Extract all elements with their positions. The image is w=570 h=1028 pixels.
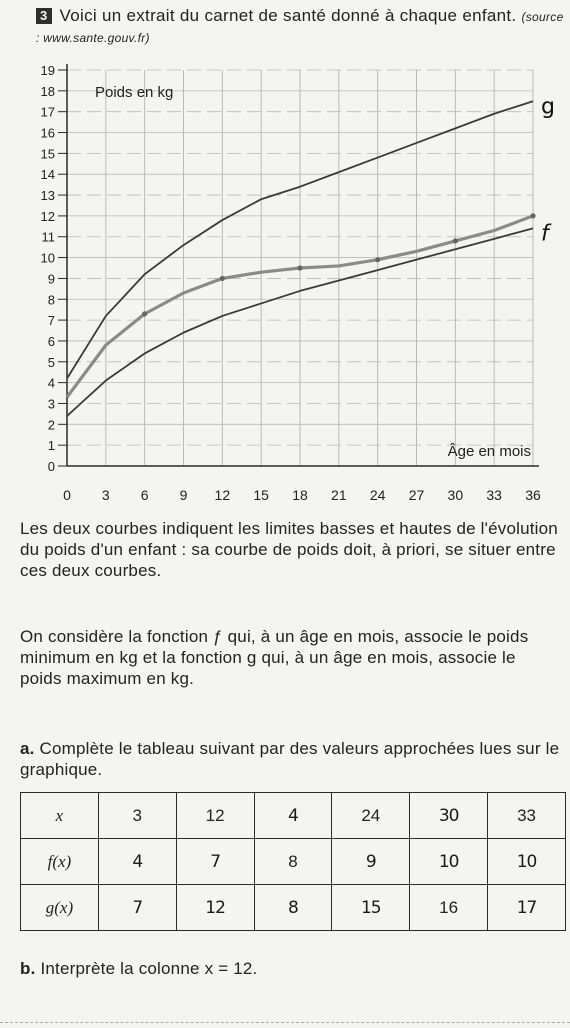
table-row-g [21, 885, 566, 931]
child-weight-point [220, 276, 225, 281]
question-b [20, 958, 560, 979]
row-header-g: g(x) [21, 885, 99, 931]
x-axis-title: Âge en mois [447, 443, 531, 460]
table-cell[interactable]: 12 [176, 793, 254, 839]
x-tick-label: 9 [179, 487, 188, 503]
question-a-letter: a. [20, 739, 35, 758]
table-cell-handwritten[interactable]: 30 [410, 793, 488, 839]
table-cell[interactable]: 16 [410, 885, 488, 931]
y-tick-label: 9 [47, 271, 55, 287]
table-cell-handwritten[interactable]: 17 [488, 885, 566, 931]
y-tick-label: 6 [47, 333, 55, 349]
y-tick-label: 8 [47, 292, 55, 308]
chart-series [67, 101, 536, 416]
x-tick-label: 36 [525, 487, 541, 503]
y-tick-label: 1 [47, 438, 55, 454]
y-tick-label: 17 [40, 104, 55, 120]
y-tick-label: 19 [40, 63, 55, 78]
x-tick-label: 27 [408, 487, 425, 503]
y-tick-label: 13 [40, 188, 55, 204]
exercise-header [36, 6, 566, 48]
y-axis-title: Poids en kg [95, 83, 174, 101]
x-tick-label: 21 [331, 487, 347, 503]
table-cell-handwritten[interactable]: 7 [98, 885, 176, 931]
y-tick-label: 11 [41, 229, 55, 245]
child-weight-point [297, 265, 302, 270]
row-header-f: f(x) [21, 839, 99, 885]
question-a-text: Complète le tableau suivant par des valeurs approchées lues sur le graphique. [20, 739, 560, 779]
table-cell-handwritten[interactable]: 10 [410, 839, 488, 885]
y-tick-label: 15 [40, 146, 55, 162]
page-bottom-rule [0, 1022, 570, 1024]
table-cell-handwritten[interactable]: 4 [254, 793, 332, 839]
table-cell-handwritten[interactable]: 12 [176, 885, 254, 931]
child-weight-point [453, 238, 458, 243]
exercise-title: Voici un extrait du carnet de santé donné à chaque enfant. [59, 6, 517, 25]
paragraph-functions: On considère la fonction ƒ qui, à un âge en mois, associe le poids minimum en kg et la fonction g qui, à un âge en mois, associe le poids maximum en kg. [20, 627, 529, 688]
x-tick-label: 24 [369, 487, 386, 503]
table-cell-handwritten[interactable]: 7 [176, 839, 254, 885]
x-tick-label: 30 [447, 487, 464, 503]
x-tick-label: 6 [140, 487, 149, 503]
values-table [20, 792, 566, 931]
y-tick-label: 7 [47, 313, 55, 329]
x-tick-label: 18 [292, 487, 308, 503]
x-tick-label: 0 [63, 487, 71, 503]
table-cell[interactable]: 24 [332, 793, 410, 839]
table-cell-handwritten[interactable]: 4 [98, 839, 176, 885]
chart-labels [95, 84, 555, 460]
table-row-x [21, 793, 566, 839]
x-tick-label: 33 [486, 487, 502, 503]
y-tick-label: 16 [40, 125, 55, 141]
child-weight-point [375, 257, 380, 262]
paragraph-limits: Les deux courbes indiquent les limites basses et hautes de l'évolution du poids d'un enfant : sa courbe de poids doit, à priori, se situer entre ces deux courbes. [20, 519, 558, 580]
table-cell[interactable]: 3 [98, 793, 176, 839]
y-tick-label: 3 [47, 396, 55, 412]
question-b-letter: b. [20, 959, 36, 978]
child-weight-point [142, 311, 147, 316]
y-tick-label: 18 [40, 83, 55, 99]
exercise-number-badge: 3 [36, 8, 52, 24]
x-tick-label: 3 [101, 487, 110, 503]
weight-chart [0, 52, 570, 507]
x-tick-label: 15 [253, 487, 269, 503]
table-cell[interactable]: 33 [488, 793, 566, 839]
row-header-x: x [21, 793, 99, 839]
y-tick-label: 10 [40, 250, 55, 266]
y-tick-label: 0 [47, 459, 55, 474]
chart-axes [41, 63, 541, 503]
table-cell-handwritten[interactable]: 8 [254, 885, 332, 931]
table-cell-handwritten[interactable]: 10 [488, 839, 566, 885]
x-tick-label: 12 [214, 487, 231, 503]
annotation-g: g [541, 94, 555, 120]
annotation-f: f [541, 221, 549, 247]
source-note: (source : www.sante.gouv.fr) [36, 10, 564, 45]
table-row-f [21, 839, 566, 885]
y-tick-label: 2 [47, 417, 55, 433]
y-tick-label: 4 [47, 375, 55, 391]
question-a [20, 738, 560, 780]
y-tick-label: 12 [40, 208, 55, 224]
table-cell-handwritten[interactable]: 9 [332, 839, 410, 885]
y-tick-label: 5 [47, 354, 55, 370]
child-weight-point [530, 213, 535, 218]
table-cell-handwritten[interactable]: 15 [332, 885, 410, 931]
question-b-text: Interprète la colonne x = 12. [40, 959, 258, 978]
y-tick-label: 14 [40, 167, 55, 183]
table-cell[interactable]: 8 [254, 839, 332, 885]
